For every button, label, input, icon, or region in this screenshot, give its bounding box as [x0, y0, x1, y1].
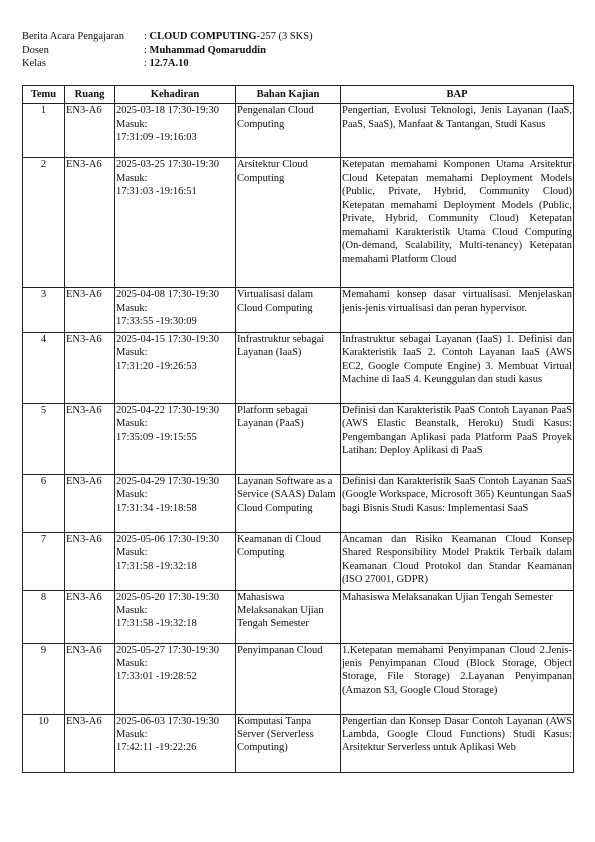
cell-temu: 8: [23, 590, 65, 643]
cell-ruang: EN3-A6: [65, 104, 115, 158]
cell-kehadiran: [115, 403, 236, 474]
table-row: [23, 474, 574, 532]
cell-kehadiran: [115, 643, 236, 714]
kehadiran-waktu: 17:33:01 -19:28:52: [116, 671, 197, 683]
cell-bahan-kajian: Infrastruktur sebagai Layanan (IaaS): [236, 332, 341, 403]
cell-ruang: EN3-A6: [65, 332, 115, 403]
cell-temu: 10: [23, 714, 65, 772]
kehadiran-waktu: 17:31:09 -19:16:03: [116, 132, 197, 144]
kehadiran-jadwal: 2025-05-20 17:30-19:30: [116, 591, 219, 603]
cell-ruang: EN3-A6: [65, 158, 115, 288]
kehadiran-jadwal: 2025-05-06 17:30-19:30: [116, 533, 219, 545]
cell-ruang: EN3-A6: [65, 714, 115, 772]
cell-temu: 4: [23, 332, 65, 403]
cell-temu: 9: [23, 643, 65, 714]
cell-bap: Pengertian, Evolusi Teknologi, Jenis Layanan (IaaS, PaaS, SaaS), Manfaat & Tantangan, Studi Kasus: [341, 104, 574, 158]
kehadiran-jadwal: 2025-05-27 17:30-19:30: [116, 644, 219, 656]
cell-bahan-kajian: Layanan Software as a Service (SAAS) Dalam Cloud Computing: [236, 474, 341, 532]
kehadiran-masuk: Masuk:: [116, 418, 148, 430]
kehadiran-waktu: 17:31:58 -19:32:18: [116, 560, 197, 572]
cell-bahan-kajian: Platform sebagai Layanan (PaaS): [236, 403, 341, 474]
kehadiran-jadwal: 2025-06-03 17:30-19:30: [116, 715, 219, 727]
course-value: CLOUD COMPUTING-257 (3 SKS): [149, 31, 313, 42]
table-header-row: [23, 86, 574, 104]
table-row: [23, 590, 574, 643]
kehadiran-jadwal: 2025-03-18 17:30-19:30: [116, 105, 219, 117]
cell-ruang: EN3-A6: [65, 474, 115, 532]
cell-temu: 6: [23, 474, 65, 532]
kehadiran-masuk: Masuk:: [116, 728, 148, 740]
class-label: Kelas: [22, 58, 46, 69]
col-header-bap: BAP: [341, 86, 574, 104]
kehadiran-masuk: Masuk:: [116, 657, 148, 669]
table-row: [23, 158, 574, 288]
cell-bap: 1.Ketepatan memahami Penyimpanan Cloud 2.Jenis-jenis Penyimpanan Cloud (Block Storage, Object Storage, File Storage) 2.Layanan Penyimpanan (Amazon S3, Google Cloud Storage): [341, 643, 574, 714]
cell-kehadiran: [115, 158, 236, 288]
col-header-bahan-kajian: Bahan Kajian: [236, 86, 341, 104]
cell-temu: 7: [23, 532, 65, 590]
kehadiran-waktu: 17:31:20 -19:26:53: [116, 360, 197, 372]
kehadiran-jadwal: 2025-04-22 17:30-19:30: [116, 404, 219, 416]
table-row: [23, 288, 574, 332]
header-row-course: Berita Acara Pengajaran : CLOUD COMPUTING-257 (3 SKS): [22, 31, 313, 42]
cell-temu: 5: [23, 403, 65, 474]
cell-ruang: EN3-A6: [65, 288, 115, 332]
cell-kehadiran: [115, 332, 236, 403]
cell-kehadiran: [115, 474, 236, 532]
cell-bap: Infrastruktur sebagai Layanan (IaaS) 1. Definisi dan Karakteristik IaaS 2. Contoh Layanan IaaS (AWS EC2, Google Compute Engine) 3. Membuat Virtual Machine di IaaS 4. Keunggulan dan studi kasus: [341, 332, 574, 403]
course-label: Berita Acara Pengajaran: [22, 31, 125, 42]
class-value: 12.7A.10: [149, 58, 189, 69]
cell-bahan-kajian: Penyimpanan Cloud: [236, 643, 341, 714]
cell-bap: Memahami konsep dasar virtualisasi. Menjelaskan jenis-jenis virtualisasi dan peran hypervisor.: [341, 288, 574, 332]
cell-bap: Definisi dan Karakteristik SaaS Contoh Layanan SaaS (Google Workspace, Microsoft 365) Keuntungan SaaS bagi Bisnis Studi Kasus: Implementasi SaaS: [341, 474, 574, 532]
header-row-class: Kelas : 12.7A.10: [22, 58, 189, 69]
cell-kehadiran: [115, 288, 236, 332]
kehadiran-masuk: Masuk:: [116, 604, 148, 616]
cell-kehadiran: [115, 104, 236, 158]
cell-bap: Pengertian dan Konsep Dasar Contoh Layanan (AWS Lambda, Google Cloud Functions) Studi Kasus: Arsitektur Serverless untuk Aplikasi Web: [341, 714, 574, 772]
kehadiran-jadwal: 2025-04-15 17:30-19:30: [116, 333, 219, 345]
cell-bap: Mahasiswa Melaksanakan Ujian Tengah Semester: [341, 590, 574, 643]
cell-bahan-kajian: Pengenalan Cloud Computing: [236, 104, 341, 158]
col-header-kehadiran: Kehadiran: [115, 86, 236, 104]
cell-bap: Definisi dan Karakteristik PaaS Contoh Layanan PaaS (AWS Elastic Beanstalk, Heroku) Studi Kasus: Pengembangan Aplikasi pada Platform PaaS Proyek Latihan: Deploy Aplikasi di PaaS: [341, 403, 574, 474]
kehadiran-masuk: Masuk:: [116, 172, 148, 184]
cell-bahan-kajian: Keamanan di Cloud Computing: [236, 532, 341, 590]
table-row: [23, 643, 574, 714]
table-row: [23, 532, 574, 590]
header-row-lecturer: Dosen : Muhammad Qomaruddin: [22, 44, 266, 56]
lecturer-label: Dosen: [22, 44, 49, 56]
cell-bahan-kajian: Arsitektur Cloud Computing: [236, 158, 341, 288]
col-header-ruang: Ruang: [65, 86, 115, 104]
kehadiran-jadwal: 2025-04-29 17:30-19:30: [116, 475, 219, 487]
cell-temu: 1: [23, 104, 65, 158]
kehadiran-masuk: Masuk:: [116, 118, 148, 130]
cell-temu: 3: [23, 288, 65, 332]
kehadiran-waktu: 17:31:58 -19:32:18: [116, 618, 197, 630]
kehadiran-jadwal: 2025-04-08 17:30-19:30: [116, 289, 219, 301]
table-row: [23, 332, 574, 403]
cell-ruang: EN3-A6: [65, 643, 115, 714]
document-header: [22, 30, 313, 71]
teaching-report-table: [22, 85, 574, 773]
table-body: [23, 104, 574, 772]
kehadiran-jadwal: 2025-03-25 17:30-19:30: [116, 159, 219, 171]
kehadiran-waktu: 17:31:34 -19:18:58: [116, 502, 197, 514]
lecturer-value: Muhammad Qomaruddin: [149, 44, 266, 56]
kehadiran-masuk: Masuk:: [116, 347, 148, 359]
cell-bap: Ketepatan memahami Komponen Utama Arsitektur Cloud Ketepatan memahami Deployment Models (Public, Private, Hybrid, Community Cloud) Ketepatan memahami Deployment Models (Public, Private, Hybrid, Community Cloud) Ketepatan memahami Karakteristik Utama Cloud Computing (On-demand, Scalability, Multi-tenancy) Ketepatan memahami Platform Cloud: [341, 158, 574, 288]
kehadiran-waktu: 17:31:03 -19:16:51: [116, 186, 197, 198]
table-row: [23, 104, 574, 158]
cell-ruang: EN3-A6: [65, 532, 115, 590]
table-row: [23, 403, 574, 474]
kehadiran-waktu: 17:33:55 -19:30:09: [116, 316, 197, 328]
cell-bap: Ancaman dan Risiko Keamanan Cloud Konsep Shared Responsibility Model Praktik Terbaik dalam Keamanan Cloud Protokol dan Standar Keamanan (ISO 27001, GDPR): [341, 532, 574, 590]
cell-kehadiran: [115, 590, 236, 643]
table-row: [23, 714, 574, 772]
kehadiran-waktu: 17:42:11 -19:22:26: [116, 742, 197, 754]
kehadiran-masuk: Masuk:: [116, 547, 148, 559]
cell-kehadiran: [115, 714, 236, 772]
cell-kehadiran: [115, 532, 236, 590]
kehadiran-waktu: 17:35:09 -19:15:55: [116, 431, 197, 443]
cell-ruang: EN3-A6: [65, 590, 115, 643]
cell-bahan-kajian: Virtualisasi dalam Cloud Computing: [236, 288, 341, 332]
cell-bahan-kajian: Mahasiswa Melaksanakan Ujian Tengah Semester: [236, 590, 341, 643]
col-header-temu: Temu: [23, 86, 65, 104]
cell-ruang: EN3-A6: [65, 403, 115, 474]
cell-bahan-kajian: Komputasi Tanpa Server (Serverless Computing): [236, 714, 341, 772]
kehadiran-masuk: Masuk:: [116, 489, 148, 501]
cell-temu: 2: [23, 158, 65, 288]
kehadiran-masuk: Masuk:: [116, 302, 148, 314]
